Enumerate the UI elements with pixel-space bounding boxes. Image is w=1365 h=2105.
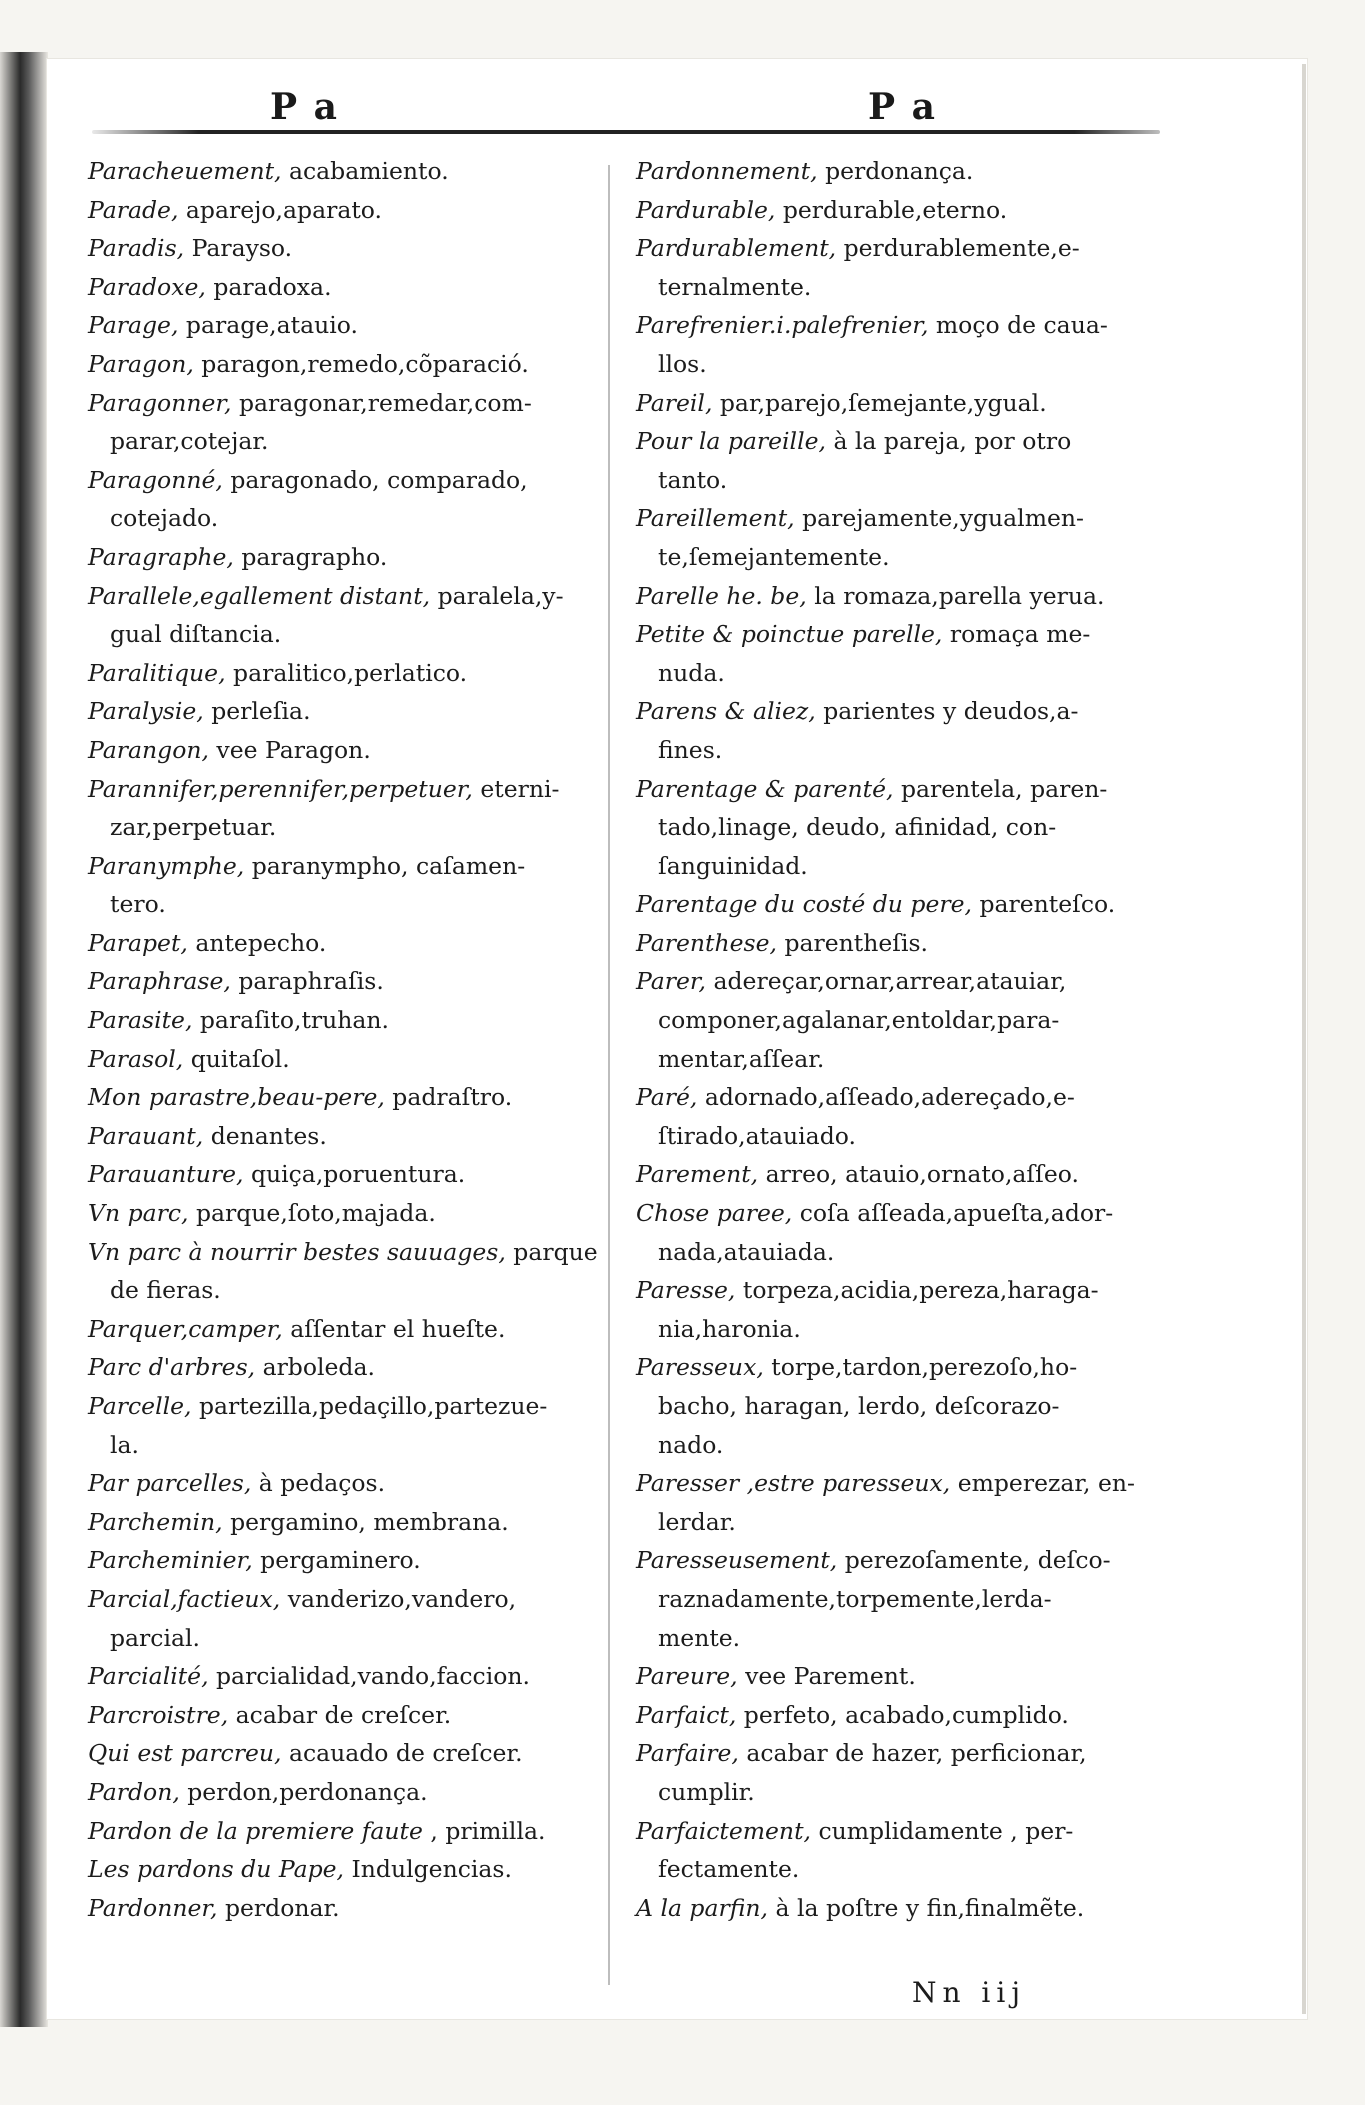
entry-definition: par,parejo,ſemejante,ygual. [712,388,1047,417]
dictionary-entry [636,1812,1164,1851]
entry-headword: Parquer,camper, [88,1314,283,1343]
dictionary-entry [88,1194,588,1233]
entry-definition: acabamiento. [281,157,449,185]
entry-continuation-line [88,808,588,847]
dictionary-entry [636,1078,1164,1117]
entry-definition: acauado de creſcer. [281,1739,523,1768]
dictionary-entry [88,345,588,384]
entry-continuation-line [88,499,588,538]
left-column [88,152,598,1927]
entry-definition: tero. [110,890,166,919]
entry-definition: adornado,aſſeado,adereçado,e- [697,1083,1075,1112]
dictionary-entry [88,1734,588,1773]
entry-continuation-line [636,268,1164,307]
signature-mark: Nn iij [912,1976,1027,2009]
entry-headword: Pardon de la premiere faute [88,1816,423,1845]
entry-definition: perezoſamente, deſco- [837,1546,1111,1575]
entry-definition: ſtirado,atauiado. [658,1121,856,1150]
entry-headword: Parcialité, [88,1662,209,1691]
entry-definition: à la poſtre y fin,finalmẽte. [768,1893,1085,1922]
entry-definition: à pedaços. [251,1469,386,1498]
entry-definition: raznadamente,torpemente,lerda- [658,1584,1052,1613]
dictionary-entry [88,152,588,191]
entry-definition: mentar,aſſear. [658,1044,825,1073]
entry-definition: perdurablemente,e- [836,234,1080,263]
entry-definition: nada,atauiada. [658,1237,835,1266]
dictionary-entry [88,1889,588,1928]
entry-headword: Parens & aliez, [636,697,816,726]
entry-definition: bacho, haragan, lerdo, deſcorazo- [658,1392,1060,1420]
entry-continuation-line [636,1310,1164,1349]
entry-definition: cotejado. [110,504,219,533]
entry-definition: parque [505,1237,598,1266]
dictionary-entry [88,384,588,423]
dictionary-entry [88,1117,588,1156]
entry-headword: Paralitique, [88,658,226,687]
entry-continuation-line [636,1773,1164,1812]
dictionary-entry [636,615,1164,654]
entry-continuation-line [88,1271,588,1310]
entry-definition: fines. [658,735,723,764]
entry-continuation-line [88,422,588,461]
entry-definition: Indulgencias. [344,1855,512,1884]
entry-headword: Pardurablement, [636,234,837,263]
entry-headword: Parefrenier.i.palefrenier, [636,311,929,340]
entry-definition: arreo, atauio,ornato,aſſeo. [758,1160,1079,1189]
entry-headword: Mon parastre,beau-pere, [88,1083,385,1112]
entry-headword: Parauant, [88,1121,204,1150]
entry-continuation-line [636,1850,1164,1889]
entry-continuation-line [636,538,1164,577]
dictionary-entry [88,229,588,268]
entry-headword: Pareil, [636,388,713,417]
dictionary-entry [88,1580,588,1619]
dictionary-entry [88,461,588,500]
entry-headword: Pareure, [636,1662,738,1691]
entry-definition: parenteſco. [971,890,1116,919]
entry-headword: Paraphrase, [88,967,231,996]
entry-headword: Parangon, [88,735,209,764]
entry-continuation-line [636,1426,1164,1465]
dictionary-entry [88,268,588,307]
entry-headword: Parcial,factieux, [88,1584,281,1613]
entry-headword: Parfaictement, [636,1816,811,1845]
entry-definition: perdonança. [817,157,974,185]
entry-headword: Pardurable, [636,195,776,224]
entry-headword: Parcroistre, [88,1700,229,1729]
entry-definition: paralitico,perlatico. [225,658,468,687]
dictionary-entry [88,1773,588,1812]
dictionary-entry [88,654,588,693]
entry-definition: vee Parement. [737,1662,916,1691]
dictionary-entry [636,229,1164,268]
entry-headword: Paré, [636,1083,698,1112]
dictionary-entry [636,152,1164,191]
dictionary-entry [88,1155,588,1194]
entry-definition: aſſentar el hueſte. [282,1314,506,1343]
entry-definition: fectamente. [658,1855,800,1884]
entry-headword: Pardonnement, [636,157,818,185]
entry-headword: Parchemin, [88,1507,223,1536]
entry-definition: emperezar, en- [950,1469,1135,1498]
book-spine-shadow [0,52,48,2027]
entry-continuation-line [636,847,1164,886]
entry-headword: Parannifer,perennifer,perpetuer, [88,774,473,803]
dictionary-entry [88,692,588,731]
entry-definition: antepecho. [187,928,327,957]
entry-definition: paraphraſis. [230,967,384,996]
entry-headword: Parc d'arbres, [88,1353,256,1382]
entry-headword: Parauanture, [88,1160,244,1189]
entry-definition: tanto. [658,465,728,494]
entry-headword: Paresse, [636,1276,736,1305]
entry-headword: Paradis, [88,234,185,263]
dictionary-entry [636,1348,1164,1387]
entry-definition: parientes y deudos,a- [815,697,1079,726]
entry-headword: Vn parc à nourrir bestes sauuages, [88,1237,506,1266]
dictionary-entry [88,847,588,886]
page-edge [1302,64,1306,2014]
dictionary-entry [88,1348,588,1387]
dictionary-entry [636,1541,1164,1580]
dictionary-entry [88,191,588,230]
entry-definition: parcialidad,vando,faccion. [208,1662,530,1691]
entry-headword: Parcheminier, [88,1546,253,1575]
right-column [636,152,1164,1927]
entry-definition: parentheſis. [776,928,928,957]
entry-continuation-line [636,461,1164,500]
entry-continuation-line [636,1001,1164,1040]
entry-continuation-line [636,808,1164,847]
entry-definition: paragrapho. [233,542,388,571]
dictionary-entry [636,191,1164,230]
entry-continuation-line [636,1040,1164,1079]
entry-definition: moço de caua- [928,311,1108,340]
dictionary-entry [636,1464,1164,1503]
running-header-right: P a [868,86,937,128]
entry-headword: Pardonner, [88,1893,218,1922]
entry-headword: Parcelle, [88,1392,192,1420]
dictionary-entry [88,1040,588,1079]
entry-headword: Paragonné, [88,465,223,494]
entry-headword: Pardon, [88,1777,180,1806]
entry-headword: Chose paree, [636,1199,793,1228]
dictionary-entry [636,885,1164,924]
entry-definition: nia,haronia. [658,1314,801,1343]
entry-headword: Parfaire, [636,1739,739,1768]
entry-continuation-line [88,885,588,924]
entry-definition: mente. [658,1623,741,1652]
entry-definition: tado,linage, deudo, afinidad, con- [658,813,1057,842]
dictionary-entry [636,1194,1164,1233]
entry-definition: coſa aſſeada,apueſta,ador- [792,1199,1114,1228]
entry-definition: denantes. [203,1121,327,1150]
entry-headword: Petite & poinctue parelle, [636,620,943,649]
entry-definition: perdon,perdonança. [179,1777,428,1806]
dictionary-entry [636,1889,1164,1928]
entry-definition: de fieras. [110,1276,221,1305]
entry-definition: à la pareja, por otro [825,427,1072,456]
entry-headword: Les pardons du Pape, [88,1855,345,1884]
entry-continuation-line [88,615,588,654]
dictionary-entry [88,1233,598,1272]
entry-continuation-line [636,1580,1164,1619]
entry-definition: parque,ſoto,majada. [188,1199,436,1228]
entry-headword: Parallele,egallement distant, [88,581,431,610]
entry-definition: componer,agalanar,entoldar,para- [658,1006,1060,1035]
entry-definition: torpeza,acidia,pereza,haraga- [735,1276,1099,1305]
entry-definition: eterni- [472,774,560,803]
entry-continuation-line [636,1233,1164,1272]
entry-headword: Paresseusement, [636,1546,838,1575]
dictionary-entry [88,1696,588,1735]
dictionary-entry [88,1001,588,1040]
dictionary-entry [636,384,1164,423]
entry-definition: parcial. [110,1623,200,1652]
entry-headword: Paragonner, [88,388,232,417]
entry-headword: Paracheuement, [88,157,282,185]
dictionary-entry [88,770,588,809]
dictionary-entry [636,1734,1164,1773]
entry-definition: quitaſol. [183,1044,290,1073]
dictionary-entry [636,962,1164,1001]
entry-continuation-line [636,1387,1164,1426]
dictionary-entry [636,577,1164,616]
running-header-left: P a [270,86,339,128]
entry-definition: torpe,tardon,perezoſo,ho- [763,1353,1078,1382]
dictionary-entry [88,731,588,770]
entry-definition: ternalmente. [658,272,812,301]
entry-definition: te,ſemejantemente. [658,542,890,571]
entry-definition: cumplidamente , per- [810,1816,1074,1845]
entry-definition: parar,cotejar. [110,427,269,456]
dictionary-entry [88,1310,588,1349]
entry-definition: nuda. [658,658,725,687]
entry-headword: Paragon, [88,349,194,378]
dictionary-entry [636,1271,1164,1310]
dictionary-entry [636,306,1164,345]
entry-definition: quiça,poruentura. [243,1160,466,1189]
dictionary-entry [636,924,1164,963]
dictionary-entry [88,1503,588,1542]
entry-headword: Pareillement, [636,504,795,533]
entry-definition: pergaminero. [252,1546,421,1575]
entry-headword: Parement, [636,1160,759,1189]
entry-continuation-line [636,345,1164,384]
entry-definition: acabar de hazer, perficionar, [738,1739,1087,1768]
dictionary-entry [88,1657,588,1696]
entry-definition: parage,atauio. [178,311,358,340]
entry-headword: Parentage du costé du pere, [636,890,972,919]
entry-definition: zar,perpetuar. [110,813,277,842]
dictionary-entry [88,1850,588,1889]
dictionary-entry [88,1464,588,1503]
entry-definition: llos. [658,349,707,378]
dictionary-entry [88,1541,588,1580]
entry-continuation-line [636,1503,1164,1542]
entry-definition: cumplir. [658,1777,755,1806]
entry-continuation-line [636,1619,1164,1658]
dictionary-entry [88,538,588,577]
entry-definition: romaça me- [942,620,1091,649]
dictionary-entry [636,499,1164,538]
entry-definition: parejamente,ygualmen- [794,504,1084,533]
entry-definition: parentela, paren- [893,774,1108,803]
entry-headword: Vn parc, [88,1199,189,1228]
entry-headword: Parentage & parenté, [636,774,894,803]
entry-definition: lerdar. [658,1507,736,1536]
entry-definition: arboleda. [255,1353,375,1382]
dictionary-entry [88,962,588,1001]
entry-headword: Parelle he. be, [636,581,807,610]
entry-headword: Parapet, [88,928,188,957]
column-divider [608,165,610,1985]
entry-headword: Qui est parcreu, [88,1739,282,1768]
dictionary-entry [88,1387,588,1426]
entry-headword: Paradoxe, [88,272,206,301]
entry-headword: Parasol, [88,1044,184,1073]
entry-definition: paragon,remedo,cõparació. [193,349,529,378]
entry-headword: A la parfin, [636,1893,769,1922]
entry-headword: Paresseux, [636,1353,764,1382]
entry-headword: Paragraphe, [88,542,234,571]
entry-definition: la romaza,parella yerua. [806,581,1105,610]
entry-headword: Parage, [88,311,179,340]
entry-continuation-line [636,1117,1164,1156]
entry-definition: gual diſtancia. [110,620,282,649]
entry-definition: vee Paragon. [208,735,371,764]
entry-definition: partezilla,pedaçillo,partezue- [191,1392,548,1420]
dictionary-entry [636,1657,1164,1696]
entry-headword: Parfaict, [636,1700,737,1729]
dictionary-entry [88,306,588,345]
entry-headword: Parenthese, [636,928,777,957]
dictionary-entry [88,577,588,616]
entry-headword: Paranymphe, [88,851,245,880]
entry-definition: padraſtro. [384,1083,513,1112]
dictionary-entry [636,692,1164,731]
entry-continuation-line [636,731,1164,770]
entry-definition: paragonado, comparado, [222,465,528,494]
entry-headword: Parasite, [88,1006,193,1035]
entry-definition: nado. [658,1430,724,1459]
dictionary-entry [636,422,1164,461]
entry-definition: acabar de creſcer. [228,1700,452,1729]
entry-definition: paraſito,truhan. [192,1006,390,1035]
entry-headword: Paresser ,estre paresseux, [636,1469,951,1498]
entry-definition: vanderizo,vandero, [280,1584,517,1613]
dictionary-entry [88,1812,588,1851]
entry-continuation-line [88,1619,588,1658]
dictionary-entry [636,770,1164,809]
entry-headword: Pour la pareille, [636,427,826,456]
entry-definition: adereçar,ornar,arrear,atauiar, [706,967,1067,996]
entry-definition: aparejo,aparato. [178,195,382,224]
entry-definition: perleſia. [203,697,311,726]
entry-headword: Paralysie, [88,697,204,726]
entry-definition: ſanguinidad. [658,851,808,880]
entry-definition: perdurable,eterno. [775,195,1008,224]
dictionary-entry [88,924,588,963]
entry-headword: Parade, [88,195,179,224]
dictionary-entry [636,1155,1164,1194]
entry-headword: Par parcelles, [88,1469,252,1498]
entry-definition: paradoxa. [205,272,332,301]
entry-continuation-line [88,1426,588,1465]
entry-definition: pergamino, membrana. [222,1507,509,1536]
header-rule [92,130,1160,134]
entry-definition: Parayso. [184,234,293,263]
entry-continuation-line [636,654,1164,693]
entry-definition: paralela,y- [430,581,564,610]
entry-definition: la. [110,1430,139,1459]
dictionary-entry [636,1696,1164,1735]
dictionary-entry [88,1078,588,1117]
entry-definition: paranympho, caſamen- [244,851,526,880]
entry-headword: Parer, [636,967,707,996]
entry-definition: perfeto, acabado,cumplido. [736,1700,1069,1729]
entry-definition: perdonar. [217,1893,340,1922]
entry-definition: paragonar,remedar,com- [231,388,532,417]
entry-definition: , primilla. [422,1816,546,1845]
